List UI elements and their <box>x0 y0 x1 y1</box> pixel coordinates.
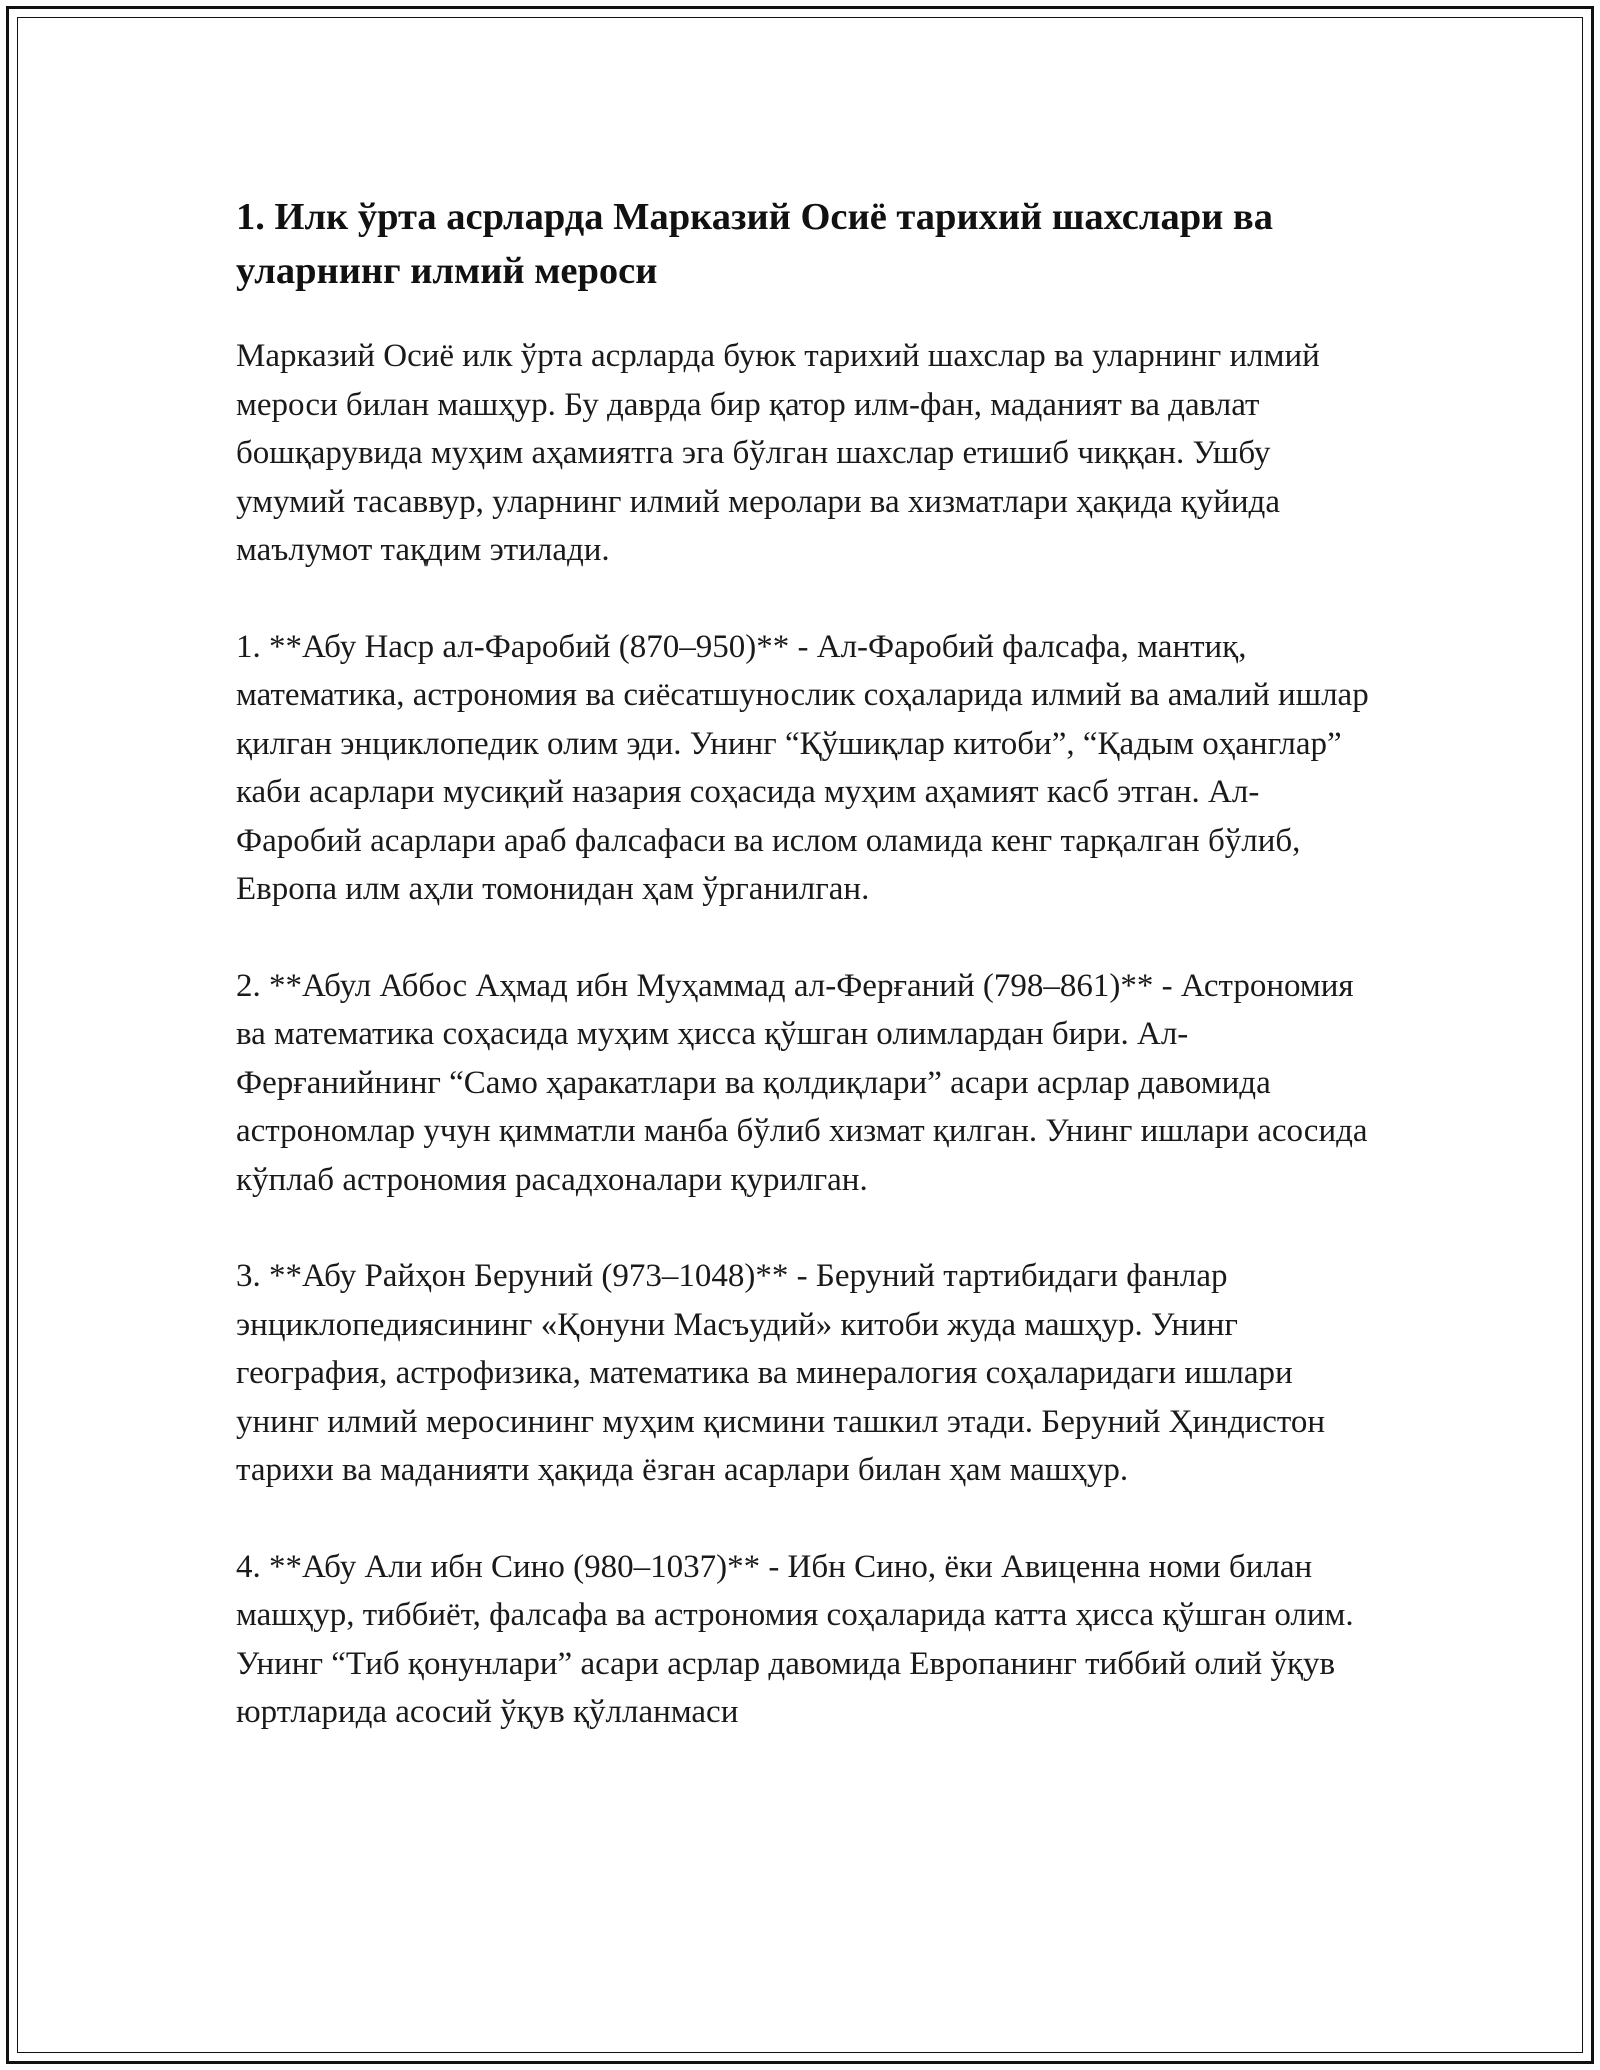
list-item-fargoniy: 2. **Абул Аббос Аҳмад ибн Муҳаммад ал-Ферғаний (798–861)** - Астрономия ва математика соҳасида муҳим ҳисса қўшган олимлардан бири. Ал-Ферғанийнинг “Само ҳаракатлари ва қолдиқлари” асари асрлар давомида астрономлар учун қимматли манба бўлиб хизмат қилган. Унинг ишлари асосида кўплаб астрономия расадхоналари қурилган. <box>236 967 1368 1198</box>
list-item-ibn-sino: 4. **Абу Али ибн Сино (980–1037)** - Ибн Сино, ёки Авиценна номи билан машҳур, тиббиёт, фалсафа ва астрономия соҳаларида катта ҳисса қўшган олим. Унинг “Тиб қонунлари” асари асрлар давомида Европанинг тиббий олий ўқув юртларида асосий ўқув қўлланмаси <box>236 1548 1354 1730</box>
list-item-farobiy: 1. **Абу Наср ал-Фаробий (870–950)** - Ал-Фаробий фалсафа, мантиқ, математика, астрономия ва сиёсатшунослик соҳаларида илмий ва амалий ишлар қилган энциклопедик олим эди. Унинг “Қўшиқлар китоби”, “Қадым оҳанглар” каби асарлари мусиқий назария соҳасида муҳим аҳамият касб этган. Ал-Фаробий асарлари араб фалсафаси ва ислом оламида кенг тарқалган бўлиб, Европа илм аҳли томонидан ҳам ўрганилган. <box>236 628 1369 907</box>
document-body <box>236 190 1376 1785</box>
list-item-beruniy: 3. **Абу Райҳон Беруний (973–1048)** - Беруний тартибидаги фанлар энциклопедиясининг «Қонуни Масъудий» китоби жуда машҳур. Унинг география, астрофизика, математика ва минералогия соҳаларидаги ишлари унинг илмий меросининг муҳим қисмини ташкил этади. Беруний Ҳиндистон тарихи ва маданияти ҳақида ёзган асарлари билан ҳам машҳур. <box>236 1258 1326 1488</box>
document-title: 1. Илк ўрта асрларда Марказий Осиё тарихий шахслари ва уларнинг илмий мероси <box>236 196 1273 292</box>
intro-paragraph: Марказий Осиё илк ўрта асрларда буюк тарихий шахслар ва уларнинг илмий мероси билан машҳур. Бу даврда бир қатор илм-фан, маданият ва давлат бошқарувида муҳим аҳамиятга эга бўлган шахслар етишиб чиққан. Ушбу умумий тасаввур, уларнинг илмий меролари ва хизматлари ҳақида қуйида маълумот тақдим этилади. <box>236 338 1320 568</box>
